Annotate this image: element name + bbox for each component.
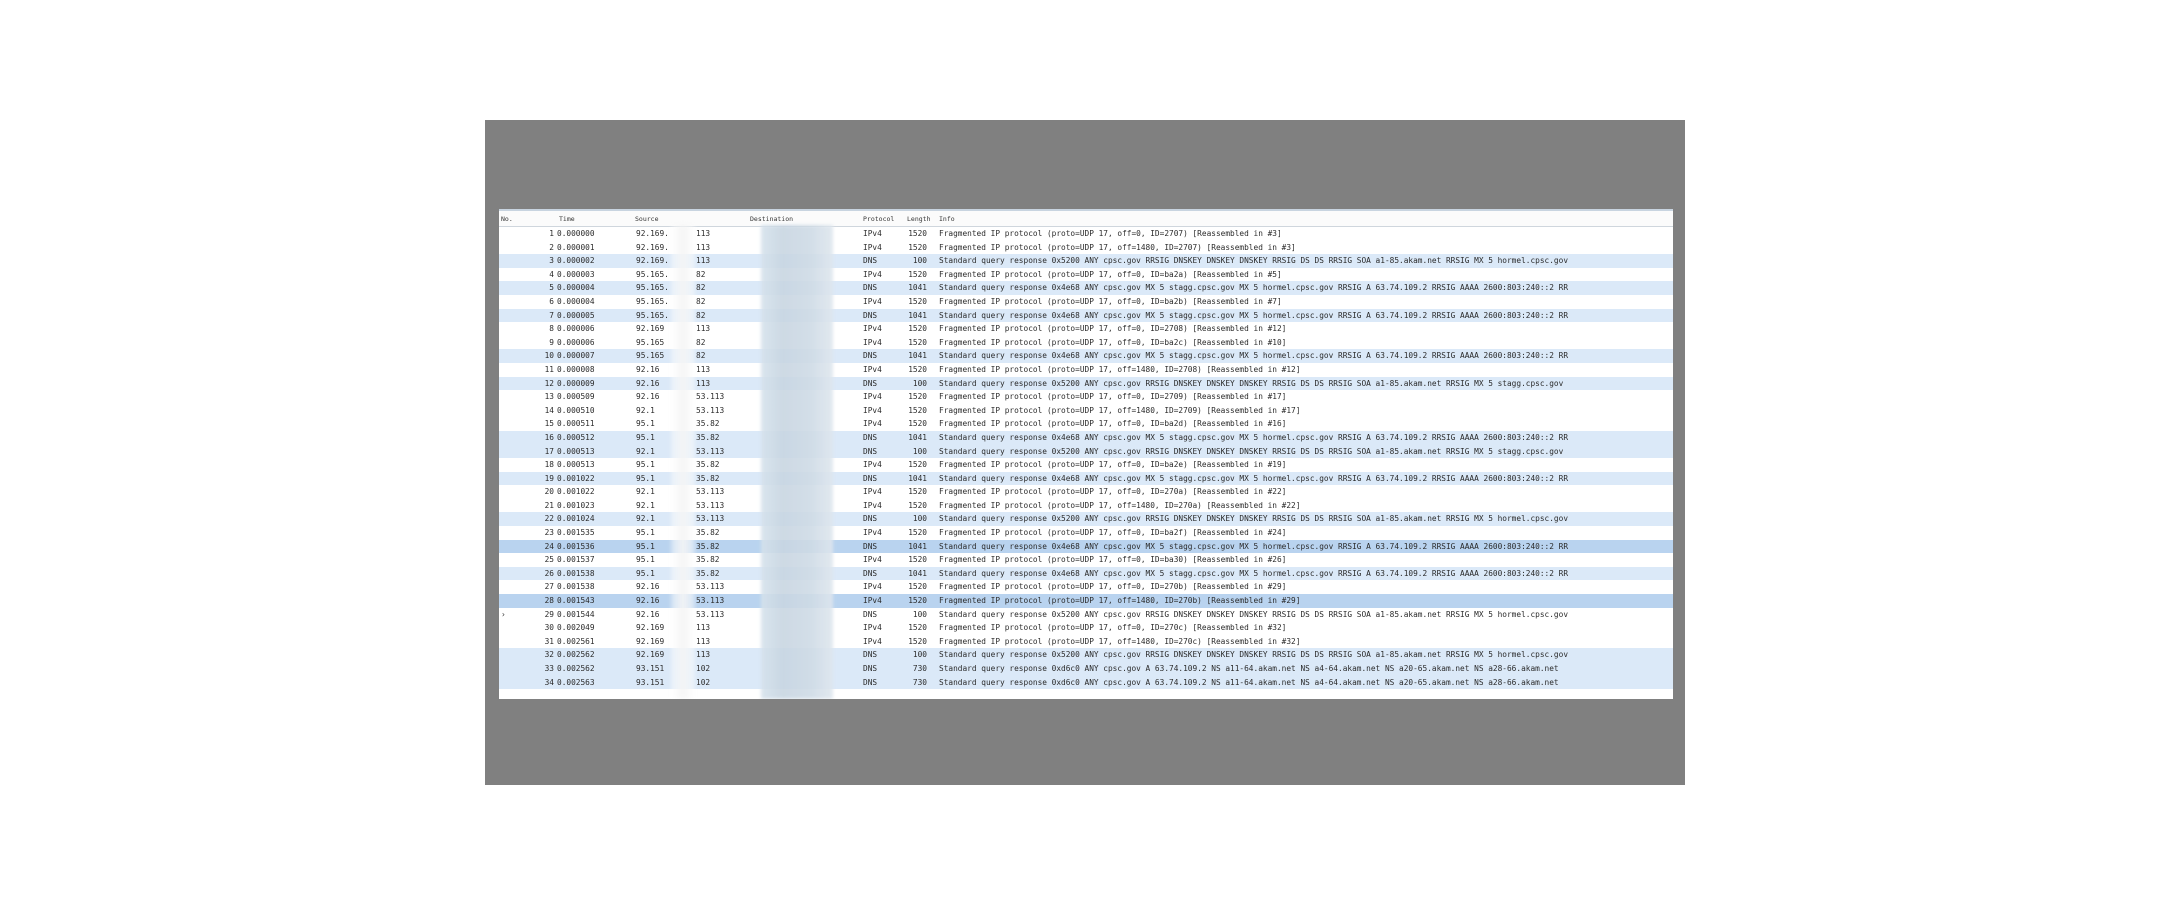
packet-info: Standard query response 0x4e68 ANY cpsc.gov MX 5 stagg.cpsc.gov MX 5 hormel.cpsc.gov RRSIG A 63.74.109.2 RRSIG AAAA 2600:803:240::2 RR	[939, 310, 1569, 320]
packet-protocol: DNS	[863, 256, 878, 266]
packet-source-suffix: 53.113	[696, 582, 725, 592]
packet-info: Standard query response 0xd6c0 ANY cpsc.gov A 63.74.109.2 NS a11-64.akam.net NS a4-64.akam.net NS a20-65.akam.net NS a28-66.akam.net	[939, 677, 1559, 687]
packet-protocol: IPv4	[863, 242, 882, 252]
packet-protocol: IPv4	[863, 555, 882, 565]
packet-time: 0.001022	[557, 487, 595, 497]
packet-time: 0.001538	[557, 568, 595, 578]
packet-time: 0.001024	[557, 514, 595, 524]
packet-length: 1041	[908, 568, 927, 578]
screenshot-frame	[485, 120, 1685, 785]
packet-source-suffix: 35.82	[696, 568, 720, 578]
packet-source-suffix: 35.82	[696, 541, 720, 551]
packet-info: Standard query response 0x5200 ANY cpsc.gov RRSIG DNSKEY DNSKEY DNSKEY RRSIG DS DS RRSIG SOA a1-85.akam.net RRSIG MX 5 stagg.cpsc.gov	[939, 378, 1564, 388]
packet-number: 7	[549, 310, 554, 320]
packet-source-prefix: 92.1	[636, 500, 655, 510]
packet-source-prefix: 92.169.	[636, 242, 669, 252]
packet-number: 14	[544, 405, 554, 415]
packet-protocol: DNS	[863, 609, 878, 619]
packet-info: Fragmented IP protocol (proto=UDP 17, off=0, ID=2709) [Reassembled in #17]	[939, 392, 1287, 402]
packet-number: 34	[544, 677, 554, 687]
column-header-protocol[interactable]: Protocol	[863, 215, 895, 223]
column-header-info[interactable]: Info	[939, 215, 955, 223]
packet-time: 0.002563	[557, 677, 595, 687]
packet-number: 30	[544, 623, 554, 633]
packet-length: 1520	[908, 324, 927, 334]
packet-time: 0.001538	[557, 582, 595, 592]
packet-protocol: IPv4	[863, 392, 882, 402]
packet-number: 18	[544, 460, 554, 470]
packet-length: 1520	[908, 528, 927, 538]
packet-info: Fragmented IP protocol (proto=UDP 17, off=0, ID=ba2b) [Reassembled in #7]	[939, 296, 1282, 306]
packet-source-prefix: 92.1	[636, 446, 655, 456]
packet-protocol: IPv4	[863, 623, 882, 633]
packet-protocol: IPv4	[863, 269, 882, 279]
packet-source-prefix: 95.165.	[636, 310, 669, 320]
packet-length: 1520	[908, 296, 927, 306]
column-header-source[interactable]: Source	[635, 215, 659, 223]
packet-time: 0.000008	[557, 364, 595, 374]
packet-source-prefix: 95.1	[636, 419, 655, 429]
packet-length: 1520	[908, 337, 927, 347]
packet-number: 16	[544, 432, 554, 442]
packet-info: Fragmented IP protocol (proto=UDP 17, off=0, ID=270b) [Reassembled in #29]	[939, 582, 1287, 592]
packet-source-prefix: 95.1	[636, 473, 655, 483]
packet-info: Fragmented IP protocol (proto=UDP 17, off=0, ID=2707) [Reassembled in #3]	[939, 229, 1282, 238]
packet-number: 24	[544, 541, 554, 551]
packet-info: Standard query response 0x5200 ANY cpsc.gov RRSIG DNSKEY DNSKEY DNSKEY RRSIG DS DS RRSIG SOA a1-85.akam.net RRSIG MX 5 hormel.cpsc.gov	[939, 609, 1569, 619]
packet-protocol: IPv4	[863, 419, 882, 429]
packet-source-suffix: 113	[696, 364, 711, 374]
packet-source-suffix: 82	[696, 296, 706, 306]
packet-source-prefix: 92.169.	[636, 229, 669, 238]
packet-info: Fragmented IP protocol (proto=UDP 17, off=0, ID=ba30) [Reassembled in #26]	[939, 555, 1287, 565]
packet-length: 730	[912, 664, 927, 673]
packet-number: 15	[544, 419, 554, 429]
packet-time: 0.000002	[557, 256, 595, 266]
packet-source-prefix: 95.165.	[636, 283, 669, 293]
packet-info: Fragmented IP protocol (proto=UDP 17, off=1480, ID=270a) [Reassembled in #22]	[939, 500, 1301, 510]
column-header-time[interactable]: Time	[559, 215, 575, 223]
packet-info: Fragmented IP protocol (proto=UDP 17, off=1480, ID=270b) [Reassembled in #29]	[939, 596, 1301, 606]
packet-number: 4	[549, 269, 554, 279]
column-header-no[interactable]: No.	[501, 215, 513, 223]
packet-time: 0.002561	[557, 636, 595, 646]
packet-source-prefix: 92.1	[636, 405, 655, 415]
packet-source-suffix: 102	[696, 664, 711, 673]
packet-protocol: DNS	[863, 432, 878, 442]
packet-length: 100	[912, 378, 927, 388]
packet-info: Fragmented IP protocol (proto=UDP 17, off=1480, ID=2709) [Reassembled in #17]	[939, 405, 1301, 415]
packet-time: 0.000000	[557, 229, 595, 238]
packet-protocol: IPv4	[863, 528, 882, 538]
packet-source-prefix: 95.1	[636, 460, 655, 470]
packet-length: 1041	[908, 283, 927, 293]
packet-number: 2	[549, 242, 554, 252]
packet-info: Fragmented IP protocol (proto=UDP 17, off=0, ID=ba2a) [Reassembled in #5]	[939, 269, 1282, 279]
packet-time: 0.000513	[557, 446, 595, 456]
packet-length: 1041	[908, 432, 927, 442]
packet-protocol: IPv4	[863, 229, 882, 238]
packet-source-suffix: 113	[696, 378, 711, 388]
packet-source-suffix: 35.82	[696, 555, 720, 565]
packet-length: 1520	[908, 269, 927, 279]
packet-source-suffix: 53.113	[696, 514, 725, 524]
packet-source-suffix: 53.113	[696, 487, 725, 497]
packet-source-suffix: 35.82	[696, 432, 720, 442]
packet-source-prefix: 92.1	[636, 487, 655, 497]
packet-number: 1	[549, 229, 554, 238]
packet-source-suffix: 35.82	[696, 473, 720, 483]
packet-source-prefix: 92.16	[636, 378, 660, 388]
packet-time: 0.000006	[557, 337, 595, 347]
packet-number: 31	[544, 636, 554, 646]
row-marker: ›	[501, 609, 506, 619]
packet-source-prefix: 93.151	[636, 677, 665, 687]
packet-length: 1041	[908, 310, 927, 320]
packet-protocol: DNS	[863, 283, 878, 293]
packet-protocol: DNS	[863, 664, 878, 673]
packet-time: 0.002562	[557, 664, 595, 673]
packet-info: Standard query response 0x5200 ANY cpsc.gov RRSIG DNSKEY DNSKEY DNSKEY RRSIG DS DS RRSIG SOA a1-85.akam.net RRSIG MX 5 hormel.cpsc.gov	[939, 650, 1569, 660]
packet-info: Fragmented IP protocol (proto=UDP 17, off=1480, ID=2707) [Reassembled in #3]	[939, 242, 1296, 252]
packet-source-suffix: 113	[696, 256, 711, 266]
packet-source-suffix: 53.113	[696, 405, 725, 415]
packet-source-prefix: 93.151	[636, 664, 665, 673]
packet-length: 1520	[908, 242, 927, 252]
packet-length: 1520	[908, 419, 927, 429]
packet-length: 1520	[908, 555, 927, 565]
packet-source-suffix: 53.113	[696, 596, 725, 606]
packet-length: 1520	[908, 364, 927, 374]
packet-number: 13	[544, 392, 554, 402]
packet-length: 1520	[908, 229, 927, 238]
packet-source-prefix: 95.165	[636, 351, 665, 361]
packet-length: 730	[912, 677, 927, 687]
packet-length: 1041	[908, 473, 927, 483]
packet-time: 0.000510	[557, 405, 595, 415]
packet-length: 1520	[908, 487, 927, 497]
packet-info: Standard query response 0xd6c0 ANY cpsc.gov A 63.74.109.2 NS a11-64.akam.net NS a4-64.akam.net NS a20-65.akam.net NS a28-66.akam.net	[939, 664, 1559, 673]
packet-source-prefix: 92.169.	[636, 256, 669, 266]
packet-protocol: IPv4	[863, 582, 882, 592]
packet-source-prefix: 92.16	[636, 609, 660, 619]
packet-protocol: IPv4	[863, 487, 882, 497]
packet-time: 0.000001	[557, 242, 595, 252]
packet-source-suffix: 53.113	[696, 500, 725, 510]
packet-protocol: DNS	[863, 473, 878, 483]
packet-protocol: DNS	[863, 351, 878, 361]
packet-source-suffix: 82	[696, 310, 706, 320]
packet-source-suffix: 53.113	[696, 392, 725, 402]
packet-time: 0.002562	[557, 650, 595, 660]
packet-list-pane	[499, 209, 1673, 699]
packet-length: 100	[912, 446, 927, 456]
packet-protocol: DNS	[863, 378, 878, 388]
packet-length: 100	[912, 650, 927, 660]
packet-info: Fragmented IP protocol (proto=UDP 17, off=1480, ID=2708) [Reassembled in #12]	[939, 364, 1301, 374]
packet-time: 0.000511	[557, 419, 595, 429]
packet-protocol: IPv4	[863, 364, 882, 374]
packet-source-prefix: 95.165	[636, 337, 665, 347]
packet-protocol: DNS	[863, 541, 878, 551]
packet-number: 27	[544, 582, 554, 592]
packet-source-suffix: 82	[696, 269, 706, 279]
packet-source-suffix: 82	[696, 337, 706, 347]
packet-time: 0.001537	[557, 555, 595, 565]
packet-info: Standard query response 0x5200 ANY cpsc.gov RRSIG DNSKEY DNSKEY DNSKEY RRSIG DS DS RRSIG SOA a1-85.akam.net RRSIG MX 5 hormel.cpsc.gov	[939, 514, 1569, 524]
packet-length: 1520	[908, 636, 927, 646]
redacted-source-blur	[671, 225, 695, 699]
packet-source-suffix: 113	[696, 636, 711, 646]
packet-protocol: IPv4	[863, 296, 882, 306]
packet-info: Fragmented IP protocol (proto=UDP 17, off=0, ID=270c) [Reassembled in #32]	[939, 623, 1287, 633]
packet-time: 0.002049	[557, 623, 595, 633]
packet-time: 0.000007	[557, 351, 595, 361]
packet-number: 32	[544, 650, 554, 660]
packet-info: Fragmented IP protocol (proto=UDP 17, off=0, ID=ba2f) [Reassembled in #24]	[939, 528, 1287, 538]
packet-source-suffix: 113	[696, 324, 711, 334]
packet-length: 1520	[908, 623, 927, 633]
packet-source-suffix: 35.82	[696, 460, 720, 470]
packet-info: Standard query response 0x5200 ANY cpsc.gov RRSIG DNSKEY DNSKEY DNSKEY RRSIG DS DS RRSIG SOA a1-85.akam.net RRSIG MX 5 hormel.cpsc.gov	[939, 256, 1569, 266]
packet-time: 0.000006	[557, 324, 595, 334]
packet-time: 0.001544	[557, 609, 595, 619]
packet-source-prefix: 95.1	[636, 541, 655, 551]
packet-length: 100	[912, 514, 927, 524]
packet-source-suffix: 82	[696, 283, 706, 293]
packet-source-suffix: 82	[696, 351, 706, 361]
packet-source-prefix: 95.165.	[636, 296, 669, 306]
packet-info: Fragmented IP protocol (proto=UDP 17, off=0, ID=ba2c) [Reassembled in #10]	[939, 337, 1287, 347]
packet-number: 17	[544, 446, 554, 456]
packet-number: 19	[544, 473, 554, 483]
packet-number: 21	[544, 500, 554, 510]
packet-number: 22	[544, 514, 554, 524]
packet-length: 1520	[908, 582, 927, 592]
packet-info: Fragmented IP protocol (proto=UDP 17, off=0, ID=270a) [Reassembled in #22]	[939, 487, 1287, 497]
packet-number: 9	[549, 337, 554, 347]
packet-protocol: IPv4	[863, 405, 882, 415]
packet-number: 25	[544, 555, 554, 565]
packet-time: 0.000512	[557, 432, 595, 442]
packet-number: 26	[544, 568, 554, 578]
packet-source-suffix: 113	[696, 623, 711, 633]
packet-source-suffix: 113	[696, 229, 711, 238]
packet-source-suffix: 53.113	[696, 609, 725, 619]
packet-number: 12	[544, 378, 554, 388]
packet-protocol: IPv4	[863, 596, 882, 606]
packet-info: Fragmented IP protocol (proto=UDP 17, off=1480, ID=270c) [Reassembled in #32]	[939, 636, 1301, 646]
packet-source-prefix: 95.1	[636, 568, 655, 578]
packet-info: Standard query response 0x4e68 ANY cpsc.gov MX 5 stagg.cpsc.gov MX 5 hormel.cpsc.gov RRSIG A 63.74.109.2 RRSIG AAAA 2600:803:240::2 RR	[939, 283, 1569, 293]
packet-source-suffix: 35.82	[696, 419, 720, 429]
column-header-length[interactable]: Length	[907, 215, 931, 223]
packet-protocol: IPv4	[863, 500, 882, 510]
packet-source-prefix: 92.16	[636, 392, 660, 402]
packet-info: Standard query response 0x4e68 ANY cpsc.gov MX 5 stagg.cpsc.gov MX 5 hormel.cpsc.gov RRSIG A 63.74.109.2 RRSIG AAAA 2600:803:240::2 RR	[939, 432, 1569, 442]
packet-time: 0.001543	[557, 596, 595, 606]
packet-number: 10	[544, 351, 554, 361]
packet-protocol: DNS	[863, 568, 878, 578]
packet-length: 1520	[908, 405, 927, 415]
column-header-destination[interactable]: Destination	[750, 215, 794, 223]
packet-source-prefix: 95.1	[636, 555, 655, 565]
packet-source-suffix: 113	[696, 242, 711, 252]
packet-protocol: DNS	[863, 514, 878, 524]
packet-source-prefix: 92.169	[636, 623, 665, 633]
packet-protocol: IPv4	[863, 337, 882, 347]
packet-number: 3	[549, 256, 554, 266]
packet-length: 1041	[908, 541, 927, 551]
packet-source-prefix: 92.169	[636, 324, 665, 334]
packet-time: 0.000513	[557, 460, 595, 470]
packet-source-suffix: 102	[696, 677, 711, 687]
packet-source-prefix: 95.165.	[636, 269, 669, 279]
packet-time: 0.000004	[557, 296, 595, 306]
packet-protocol: DNS	[863, 446, 878, 456]
packet-source-prefix: 92.16	[636, 364, 660, 374]
redacted-destination-blur	[761, 225, 833, 699]
packet-number: 29	[544, 609, 554, 619]
packet-source-prefix: 92.1	[636, 514, 655, 524]
packet-number: 20	[544, 487, 554, 497]
packet-info: Standard query response 0x5200 ANY cpsc.gov RRSIG DNSKEY DNSKEY DNSKEY RRSIG DS DS RRSIG SOA a1-85.akam.net RRSIG MX 5 stagg.cpsc.gov	[939, 446, 1564, 456]
packet-time: 0.000004	[557, 283, 595, 293]
packet-time: 0.000003	[557, 269, 595, 279]
packet-protocol: DNS	[863, 677, 878, 687]
packet-info: Fragmented IP protocol (proto=UDP 17, off=0, ID=ba2e) [Reassembled in #19]	[939, 460, 1287, 470]
packet-info: Fragmented IP protocol (proto=UDP 17, off=0, ID=ba2d) [Reassembled in #16]	[939, 419, 1287, 429]
packet-source-prefix: 92.169	[636, 650, 665, 660]
packet-info: Standard query response 0x4e68 ANY cpsc.gov MX 5 stagg.cpsc.gov MX 5 hormel.cpsc.gov RRSIG A 63.74.109.2 RRSIG AAAA 2600:803:240::2 RR	[939, 473, 1569, 483]
packet-source-prefix: 92.169	[636, 636, 665, 646]
packet-info: Fragmented IP protocol (proto=UDP 17, off=0, ID=2708) [Reassembled in #12]	[939, 324, 1287, 334]
packet-number: 23	[544, 528, 554, 538]
packet-protocol: IPv4	[863, 636, 882, 646]
packet-protocol: DNS	[863, 650, 878, 660]
packet-time: 0.001536	[557, 541, 595, 551]
packet-info: Standard query response 0x4e68 ANY cpsc.gov MX 5 stagg.cpsc.gov MX 5 hormel.cpsc.gov RRSIG A 63.74.109.2 RRSIG AAAA 2600:803:240::2 RR	[939, 568, 1569, 578]
packet-length: 1520	[908, 392, 927, 402]
packet-time: 0.001022	[557, 473, 595, 483]
packet-time: 0.000009	[557, 378, 595, 388]
packet-number: 6	[549, 296, 554, 306]
packet-length: 100	[912, 256, 927, 266]
packet-time: 0.000005	[557, 310, 595, 320]
packet-protocol: DNS	[863, 310, 878, 320]
packet-length: 1041	[908, 351, 927, 361]
packet-source-suffix: 35.82	[696, 528, 720, 538]
packet-time: 0.000509	[557, 392, 595, 402]
packet-length: 1520	[908, 500, 927, 510]
packet-number: 11	[544, 364, 554, 374]
packet-length: 1520	[908, 460, 927, 470]
packet-length: 1520	[908, 596, 927, 606]
packet-length: 100	[912, 609, 927, 619]
packet-info: Standard query response 0x4e68 ANY cpsc.gov MX 5 stagg.cpsc.gov MX 5 hormel.cpsc.gov RRSIG A 63.74.109.2 RRSIG AAAA 2600:803:240::2 RR	[939, 351, 1569, 361]
packet-source-prefix: 95.1	[636, 432, 655, 442]
packet-number: 8	[549, 324, 554, 334]
packet-info: Standard query response 0x4e68 ANY cpsc.gov MX 5 stagg.cpsc.gov MX 5 hormel.cpsc.gov RRSIG A 63.74.109.2 RRSIG AAAA 2600:803:240::2 RR	[939, 541, 1569, 551]
packet-source-prefix: 92.16	[636, 596, 660, 606]
packet-time: 0.001023	[557, 500, 595, 510]
packet-source-suffix: 53.113	[696, 446, 725, 456]
packet-source-prefix: 95.1	[636, 528, 655, 538]
packet-source-prefix: 92.16	[636, 582, 660, 592]
packet-protocol: IPv4	[863, 460, 882, 470]
packet-protocol: IPv4	[863, 324, 882, 334]
packet-number: 28	[544, 596, 554, 606]
packet-number: 33	[544, 664, 554, 673]
packet-source-suffix: 113	[696, 650, 711, 660]
packet-time: 0.001535	[557, 528, 595, 538]
packet-number: 5	[549, 283, 554, 293]
